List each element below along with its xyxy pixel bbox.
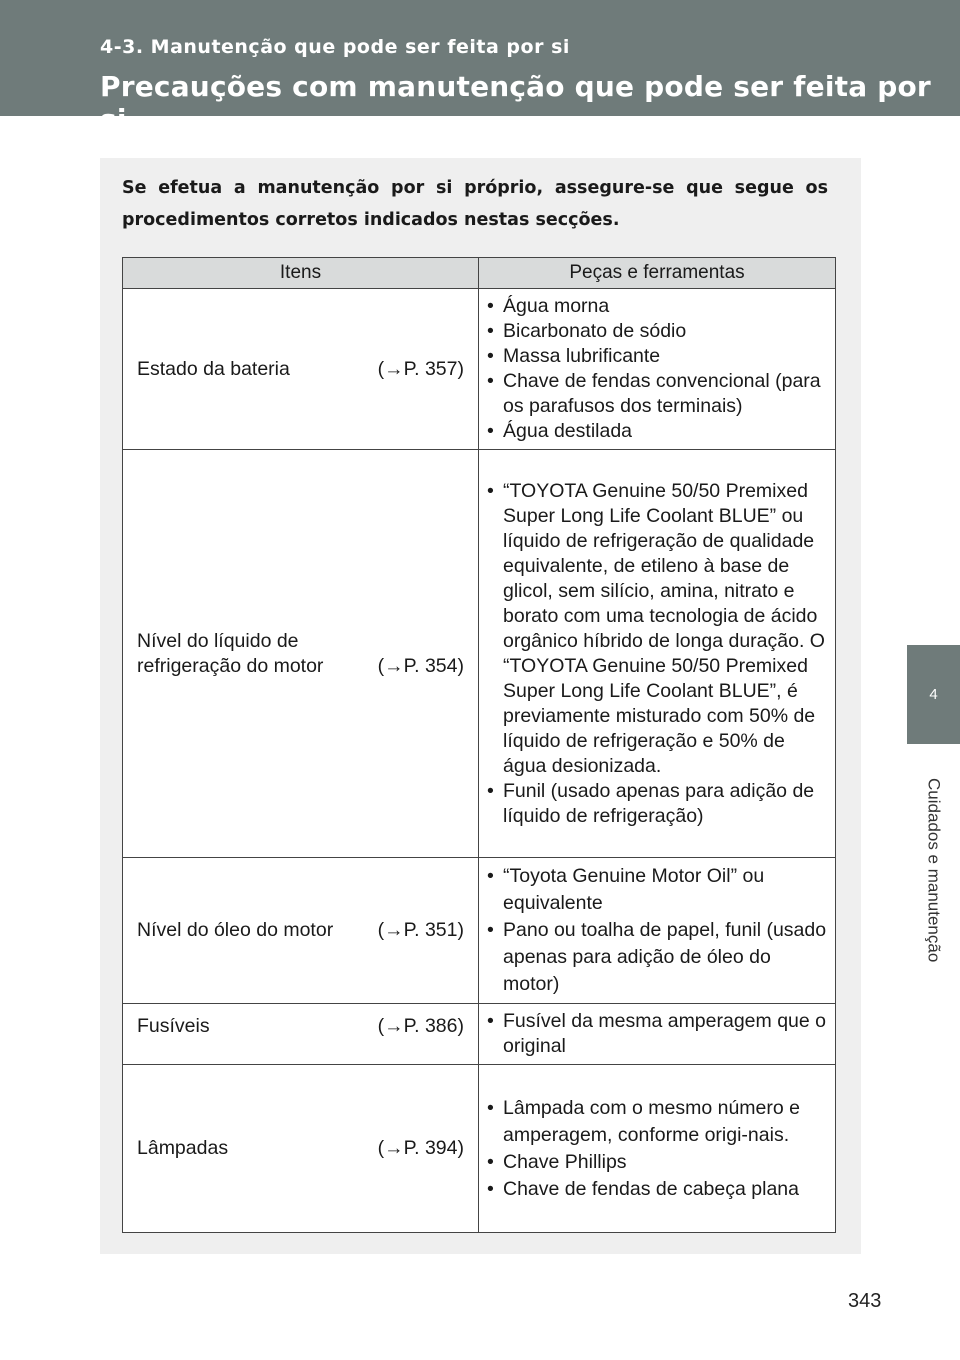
page-reference[interactable]: (→P. 357)	[377, 357, 464, 380]
list-item: • Chave de fendas convencional (para os parafusos dos terminais)	[487, 369, 829, 419]
item-cell	[123, 1065, 479, 1233]
item-name: Nível do óleo do motor	[137, 919, 334, 941]
page-title: Precauções com manutenção que pode ser feita por si	[100, 70, 931, 136]
item-name: Estado da bateria	[137, 357, 290, 380]
list-item: • Funil (usado apenas para adição de líquido de refrigeração)	[487, 779, 829, 829]
list-item: • Pano ou toalha de papel, funil (usado apenas para adição de óleo do motor)	[487, 917, 829, 998]
list-item: • Água morna	[487, 294, 829, 319]
table-row	[123, 450, 836, 858]
list-item: • Água destilada	[487, 419, 829, 444]
page-reference[interactable]: (→P. 394)	[377, 1137, 464, 1159]
parts-cell	[479, 858, 836, 1004]
list-item: • Massa lubrificante	[487, 344, 829, 369]
page-reference[interactable]: (→P. 386)	[377, 1015, 464, 1037]
table-row	[123, 858, 836, 1004]
page-number: 343	[848, 1290, 882, 1312]
page-header	[0, 0, 960, 136]
column-header-parts: Peças e ferramentas	[479, 258, 836, 289]
table-row	[123, 1004, 836, 1065]
table-row	[123, 289, 836, 450]
maintenance-table	[122, 257, 836, 1233]
list-item: • Chave de fendas de cabeça plana	[487, 1176, 829, 1203]
intro-text: Se efetua a manutenção por si próprio, assegure-se que segue os procedimentos corretos indicados nestas secções.	[122, 178, 828, 230]
section-title: 4-3. Manutenção que pode ser feita por si	[100, 36, 570, 58]
item-cell	[123, 289, 479, 450]
list-item: • Bicarbonato de sódio	[487, 319, 829, 344]
parts-cell	[479, 1004, 836, 1065]
list-item: • Lâmpada com o mesmo número e amperagem, conforme origi-nais.	[487, 1095, 829, 1149]
table-row	[123, 1065, 836, 1233]
chapter-label: Cuidados e manutenção	[924, 777, 944, 963]
parts-cell	[479, 289, 836, 450]
item-cell	[123, 1004, 479, 1065]
item-cell	[123, 450, 479, 858]
item-name: Fusíveis	[137, 1015, 210, 1037]
table-header-row	[123, 258, 836, 289]
parts-cell	[479, 1065, 836, 1233]
page-reference[interactable]: (→P. 354)	[377, 654, 464, 677]
item-cell	[123, 858, 479, 1004]
list-item: • “Toyota Genuine Motor Oil” ou equivalente	[487, 863, 829, 917]
list-item: • Fusível da mesma amperagem que o original	[487, 1009, 829, 1059]
item-name: Lâmpadas	[137, 1137, 229, 1159]
chapter-number: 4	[929, 686, 938, 703]
list-item: • “TOYOTA Genuine 50/50 Premixed Super Long Life Coolant BLUE” ou líquido de refrigeração de qualidade equivalente, de etileno à base de glicol, sem silício, amina, nitrato e borato com uma tecnologia de ácido orgânico híbrido de longa duração. O “TOYOTA Genuine 50/50 Premixed Super Long Life Coolant BLUE”, é previamente misturado com 50% de líquido de refrigeração e 50% de água desionizada.	[487, 479, 829, 779]
chapter-tab[interactable]	[907, 645, 960, 744]
page-reference[interactable]: (→P. 351)	[377, 919, 464, 941]
column-header-items: Itens	[123, 258, 479, 289]
parts-cell	[479, 450, 836, 858]
item-name: Nível do líquido de refrigeração do motor	[137, 629, 324, 677]
list-item: • Chave Phillips	[487, 1149, 829, 1176]
